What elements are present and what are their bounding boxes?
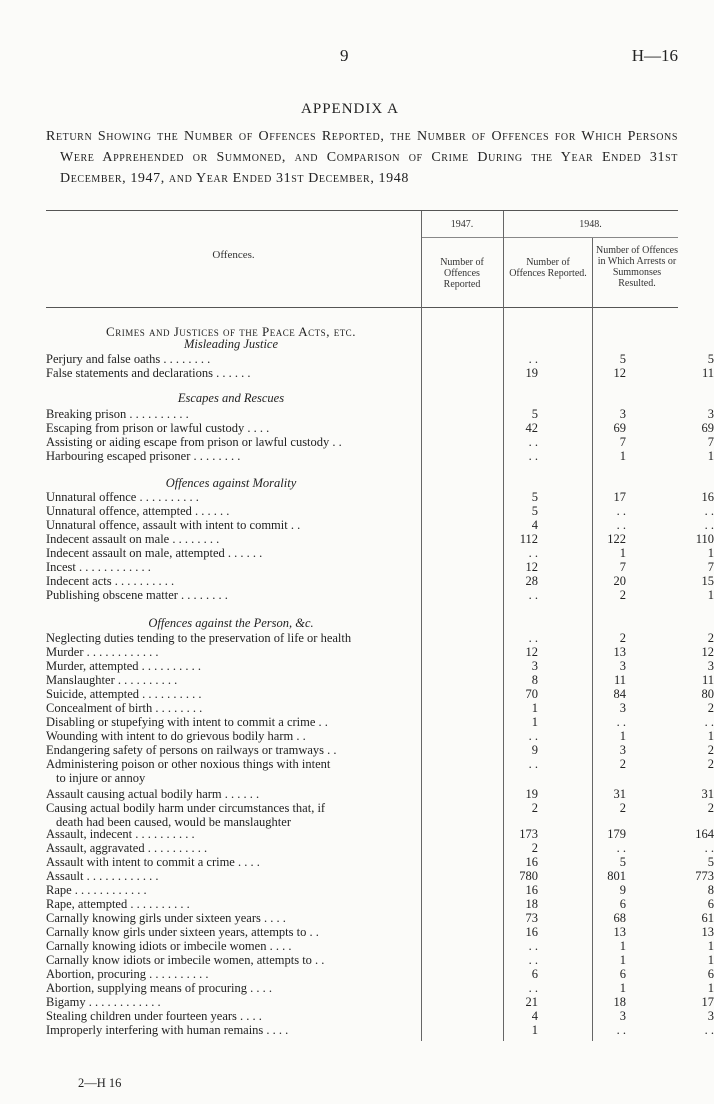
reported-1947: 19	[525, 366, 538, 380]
offence-name: Publishing obscene matter . . . . . . . .	[46, 588, 228, 602]
reported-1948: 2	[619, 631, 626, 645]
offence-name: Endangering safety of persons on railways or tramways . .	[46, 743, 337, 757]
reported-1948: 1	[619, 981, 626, 995]
reported-1948: 13	[613, 645, 626, 659]
table-row	[46, 801, 714, 815]
reported-1947: 18	[525, 897, 538, 911]
reported-1948: 68	[613, 911, 626, 925]
reported-1947: 2	[531, 801, 538, 815]
arrests-1948: 1	[707, 953, 714, 967]
table-title: Return Showing the Number of Offences Reported, the Number of Offences for Which Persons Were Apprehended or Summoned, and Comparison of Crime During the Year Ended 31st December, 1947, and Year Ended 31st December, 1948	[46, 129, 678, 186]
table-row	[46, 911, 714, 925]
reported-1947: 42	[525, 421, 538, 435]
offence-name: Assisting or aiding escape from prison or lawful custody . .	[46, 435, 342, 449]
table-row	[46, 1009, 714, 1023]
reported-1947: 8	[531, 673, 538, 687]
header-bottom-rule	[46, 307, 678, 308]
reported-1947: . .	[528, 588, 538, 602]
page-number: 9	[340, 46, 349, 65]
year-rule	[421, 237, 678, 238]
table-row	[46, 701, 714, 715]
reported-1947: . .	[528, 757, 538, 771]
offence-name: False statements and declarations . . . . . .	[46, 366, 251, 380]
arrests-1948: 2	[707, 801, 714, 815]
reported-1947: . .	[528, 352, 538, 366]
arrests-1948: 6	[707, 897, 714, 911]
reported-1947: 70	[525, 687, 538, 701]
reported-1947: 5	[531, 407, 538, 421]
arrests-1948: 2	[707, 743, 714, 757]
arrests-1948: 15	[701, 574, 714, 588]
table-row	[46, 546, 714, 560]
table-row	[46, 687, 714, 701]
reported-1948: 179	[607, 827, 626, 841]
table-row	[46, 757, 714, 771]
reported-1948: . .	[616, 504, 626, 518]
reported-1948: 69	[613, 421, 626, 435]
arrests-1948: 2	[707, 631, 714, 645]
offence-name: Perjury and false oaths . . . . . . . .	[46, 352, 211, 366]
reported-1947: . .	[528, 953, 538, 967]
offence-name: Manslaughter . . . . . . . . . .	[46, 673, 178, 687]
table-row	[46, 1023, 714, 1037]
table-row	[46, 771, 686, 785]
arrests-1948: 16	[701, 490, 714, 504]
table-row	[46, 729, 714, 743]
reported-1947: 173	[519, 827, 538, 841]
arrests-1948: 80	[701, 687, 714, 701]
table-row	[46, 449, 714, 463]
table-row	[46, 925, 714, 939]
reported-1948: 3	[619, 743, 626, 757]
arrests-1948: 164	[695, 827, 714, 841]
table-row	[46, 967, 714, 981]
offence-name: Bigamy . . . . . . . . . . . .	[46, 995, 161, 1009]
reported-1948-header: Number of Offences Reported.	[509, 257, 587, 279]
year-1948-header: 1948.	[579, 219, 602, 230]
reported-1948: . .	[616, 841, 626, 855]
reported-1947: 1	[531, 715, 538, 729]
offence-name: Abortion, supplying means of procuring . . . .	[46, 981, 273, 995]
reported-1947: 19	[525, 787, 538, 801]
table-row	[46, 574, 714, 588]
reported-1947: 780	[519, 869, 538, 883]
reported-1947: 6	[531, 967, 538, 981]
arrests-1948: 1	[707, 981, 714, 995]
table-row	[46, 869, 714, 883]
offence-name: Carnally know idiots or imbecile women, attempts to . .	[46, 953, 325, 967]
table-row	[46, 953, 714, 967]
table-row	[46, 841, 714, 855]
reported-1948: 20	[613, 574, 626, 588]
arrests-1948: 5	[707, 352, 714, 366]
arrests-1948: 12	[701, 645, 714, 659]
arrests-1948: 1	[707, 939, 714, 953]
reported-1948: 801	[607, 869, 626, 883]
offence-name: Indecent assault on male . . . . . . . .	[46, 532, 220, 546]
reported-1948: 1	[619, 729, 626, 743]
arrests-1948: . .	[704, 841, 714, 855]
reported-1948: 1	[619, 939, 626, 953]
offence-name: Murder . . . . . . . . . . . .	[46, 645, 159, 659]
reported-1948: 3	[619, 659, 626, 673]
offence-name: Stealing children under fourteen years . . . .	[46, 1009, 262, 1023]
offence-name: Carnally knowing girls under sixteen years . . . .	[46, 911, 286, 925]
offence-name: Neglecting duties tending to the preservation of life or health	[46, 631, 352, 645]
table-row	[46, 518, 714, 532]
arrests-1948: 2	[707, 757, 714, 771]
reported-1947: 1	[531, 1023, 538, 1037]
arrests-1948: . .	[704, 1023, 714, 1037]
offence-name: death had been caused, would be manslaughter	[56, 815, 291, 829]
reported-1947: 9	[531, 743, 538, 757]
offence-name: Concealment of birth . . . . . . . .	[46, 701, 203, 715]
offence-name: Unnatural offence . . . . . . . . . .	[46, 490, 199, 504]
arrests-1948: 11	[701, 366, 714, 380]
reported-1947: 5	[531, 490, 538, 504]
reported-1947: 21	[525, 995, 538, 1009]
offence-name: Incest . . . . . . . . . . . .	[46, 560, 151, 574]
reported-1948: 2	[619, 757, 626, 771]
arrests-1948: 1	[707, 449, 714, 463]
reported-1947: . .	[528, 981, 538, 995]
reported-1947: 112	[519, 532, 538, 546]
footer-reference: 2—H 16	[78, 1076, 122, 1090]
reported-1947: . .	[528, 449, 538, 463]
reported-1947: 16	[525, 883, 538, 897]
reported-1948: 2	[619, 588, 626, 602]
arrests-1948: 7	[707, 435, 714, 449]
offence-name: Assault . . . . . . . . . . . .	[46, 869, 159, 883]
offence-name: Unnatural offence, attempted . . . . . .	[46, 504, 230, 518]
offence-name: Assault with intent to commit a crime . . . .	[46, 855, 260, 869]
section-heading: Escapes and Rescues	[177, 391, 285, 405]
offence-name: Indecent assault on male, attempted . . . . . .	[46, 546, 263, 560]
offence-name: Murder, attempted . . . . . . . . . .	[46, 659, 202, 673]
reported-1948: 3	[619, 1009, 626, 1023]
reported-1947: 12	[525, 645, 538, 659]
arrests-1948: . .	[704, 504, 714, 518]
offences-column-header: Offences.	[212, 249, 255, 261]
reported-1948: 13	[613, 925, 626, 939]
section-heading: Misleading Justice	[183, 337, 279, 351]
table-row	[46, 352, 714, 366]
table-row	[46, 827, 714, 841]
reported-1948: 11	[613, 673, 626, 687]
table-row	[46, 435, 714, 449]
table-row	[46, 560, 714, 574]
reported-1948: 18	[613, 995, 626, 1009]
offence-name: Unnatural offence, assault with intent to commit . .	[46, 518, 301, 532]
arrests-1948: 13	[701, 925, 714, 939]
arrests-1948-header: Number of Offences in Which Arrests or Summonses Resulted.	[596, 245, 679, 289]
offence-name: Assault causing actual bodily harm . . . . . .	[46, 787, 260, 801]
arrests-1948: . .	[704, 518, 714, 532]
table-row	[46, 743, 714, 757]
offence-name: Assault, aggravated . . . . . . . . . .	[46, 841, 208, 855]
offence-name: Harbouring escaped prisoner . . . . . . . .	[46, 449, 241, 463]
offence-name: Improperly interfering with human remains . . . .	[46, 1023, 289, 1037]
reported-1948: 3	[619, 407, 626, 421]
reported-1947-header: Number of Offences Reported	[440, 257, 484, 290]
table-row	[46, 490, 714, 504]
reported-1948: 2	[619, 801, 626, 815]
reported-1947: 4	[531, 1009, 538, 1023]
table-row	[46, 407, 714, 421]
offence-name: Wounding with intent to do grievous bodily harm . .	[46, 729, 306, 743]
arrests-1948: 1	[707, 729, 714, 743]
offence-name: Rape . . . . . . . . . . . .	[46, 883, 147, 897]
reported-1948: 12	[613, 366, 626, 380]
table-row	[46, 366, 714, 380]
act-heading: Crimes and Justices of the Peace Acts, etc.	[106, 324, 356, 339]
arrests-1948: 7	[707, 560, 714, 574]
arrests-1948: 61	[701, 911, 714, 925]
offence-name: Rape, attempted . . . . . . . . . .	[46, 897, 190, 911]
table-row	[46, 981, 714, 995]
appendix-title: APPENDIX A	[301, 101, 399, 117]
table-row	[46, 855, 714, 869]
offence-name: Suicide, attempted . . . . . . . . . .	[46, 687, 202, 701]
reported-1947: . .	[528, 435, 538, 449]
arrests-1948: 3	[707, 407, 714, 421]
arrests-1948: 5	[707, 855, 714, 869]
arrests-1948: 11	[701, 673, 714, 687]
offence-name: to injure or annoy	[56, 771, 146, 785]
offence-name: Assault, indecent . . . . . . . . . .	[46, 827, 195, 841]
reported-1948: 5	[619, 855, 626, 869]
offence-name: Escaping from prison or lawful custody . . . .	[46, 421, 270, 435]
table-row	[46, 631, 714, 645]
reported-1947: 5	[531, 504, 538, 518]
reported-1948: 84	[613, 687, 626, 701]
arrests-1948: 1	[707, 546, 714, 560]
reported-1947: 3	[531, 659, 538, 673]
reported-1947: 16	[525, 855, 538, 869]
reported-1948: 7	[619, 435, 626, 449]
arrests-1948: 3	[707, 659, 714, 673]
arrests-1948: 17	[701, 995, 714, 1009]
table-row	[46, 659, 714, 673]
offence-name: Causing actual bodily harm under circumstances that, if	[46, 801, 326, 815]
reported-1947: . .	[528, 729, 538, 743]
reported-1947: 73	[525, 911, 538, 925]
reported-1948: . .	[616, 518, 626, 532]
year-1947-header: 1947.	[450, 219, 474, 230]
table-row	[46, 939, 714, 953]
reported-1947: 4	[531, 518, 538, 532]
table-row	[46, 532, 714, 546]
table-row	[46, 787, 714, 801]
reported-1948: 7	[619, 560, 626, 574]
table-row	[46, 645, 714, 659]
arrests-1948: 31	[701, 787, 714, 801]
top-rule	[46, 210, 678, 211]
reported-1948: . .	[616, 1023, 626, 1037]
table-row	[46, 897, 714, 911]
offence-name: Carnally knowing idiots or imbecile women . . . .	[46, 939, 292, 953]
table-row	[46, 995, 714, 1009]
reported-1948: 9	[619, 883, 626, 897]
section-heading: Offences against the Person, &c.	[148, 616, 314, 630]
reported-1947: . .	[528, 939, 538, 953]
reported-1947: 1	[531, 701, 538, 715]
reported-1948: 1	[619, 546, 626, 560]
reported-1948: 6	[619, 967, 626, 981]
offence-name: Breaking prison . . . . . . . . . .	[46, 407, 189, 421]
reported-1948: 1	[619, 449, 626, 463]
arrests-1948: 69	[701, 421, 714, 435]
table-row	[46, 715, 714, 729]
arrests-1948: 773	[695, 869, 714, 883]
reported-1948: 3	[619, 701, 626, 715]
reported-1947: 2	[531, 841, 538, 855]
reported-1947: 28	[525, 574, 538, 588]
reported-1948: . .	[616, 715, 626, 729]
arrests-1948: 3	[707, 1009, 714, 1023]
offence-name: Disabling or stupefying with intent to commit a crime . .	[46, 715, 328, 729]
offence-name: Abortion, procuring . . . . . . . . . .	[46, 967, 209, 981]
table-row	[46, 883, 714, 897]
reported-1947: . .	[528, 546, 538, 560]
arrests-1948: 8	[707, 883, 714, 897]
reported-1948: 17	[613, 490, 626, 504]
offence-name: Administering poison or other noxious things with intent	[46, 757, 331, 771]
table-row	[46, 421, 714, 435]
offence-name: Indecent acts . . . . . . . . . .	[46, 574, 175, 588]
section-heading: Offences against Morality	[165, 476, 297, 490]
arrests-1948: 110	[695, 532, 714, 546]
reported-1948: 122	[607, 532, 626, 546]
reported-1947: 16	[525, 925, 538, 939]
arrests-1948: . .	[704, 715, 714, 729]
arrests-1948: 2	[707, 701, 714, 715]
table-row	[46, 673, 714, 687]
arrests-1948: 1	[707, 588, 714, 602]
arrests-1948: 6	[707, 967, 714, 981]
offence-name: Carnally know girls under sixteen years, attempts to . .	[46, 925, 319, 939]
reported-1948: 6	[619, 897, 626, 911]
reported-1947: 12	[525, 560, 538, 574]
reported-1947: . .	[528, 631, 538, 645]
table-row	[46, 588, 714, 602]
table-row	[46, 504, 714, 518]
reported-1948: 1	[619, 953, 626, 967]
document-reference: H—16	[631, 46, 678, 65]
reported-1948: 5	[619, 352, 626, 366]
reported-1948: 31	[613, 787, 626, 801]
